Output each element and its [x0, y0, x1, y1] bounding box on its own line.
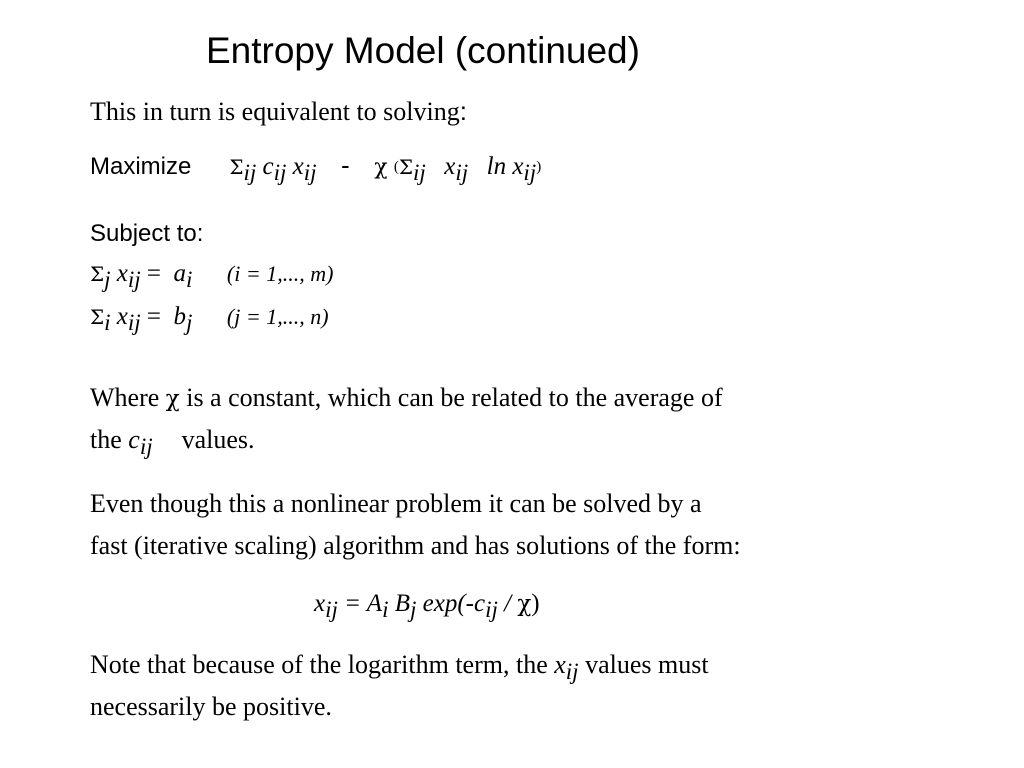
constraint2-rhs-index: j	[186, 310, 193, 335]
x-index: ij	[303, 160, 317, 185]
ln-term: ln x	[486, 153, 524, 180]
inner-sum-index: ij	[412, 160, 426, 185]
solution-x: x	[314, 590, 326, 617]
note-after: values must	[578, 650, 709, 679]
constraint2-sum-index: i	[104, 310, 111, 335]
note-x-var: x	[554, 650, 566, 679]
chi-symbol: χ	[374, 155, 388, 180]
note-x-index: ij	[565, 659, 579, 684]
constraint2-x-index: ij	[127, 310, 141, 335]
constraint1-x-index: ij	[127, 267, 141, 292]
intro-colon: :	[459, 96, 467, 126]
where-line-2	[90, 425, 255, 459]
note-before: Note that because of the logarithm term, the	[90, 650, 555, 679]
solution-exp: exp(-c	[416, 590, 486, 617]
inner-x-index: ij	[455, 160, 469, 185]
where-line-1	[90, 383, 723, 413]
ln-index: ij	[523, 160, 537, 185]
constraint2-x: x	[116, 303, 128, 330]
minus-sign: -	[341, 150, 350, 180]
inner-x-var: x	[444, 153, 456, 180]
even-line-2: fast (iterative scaling) algorithm and has solutions of the form:	[90, 531, 741, 560]
open-paren: (	[393, 159, 399, 175]
where-after: is a constant, which can be related to the average of	[179, 383, 723, 412]
constraint2-sigma: Σ	[90, 305, 105, 329]
constraint2-equals: =	[140, 303, 174, 330]
where-line2-after: values.	[181, 425, 255, 454]
constraint-row-2	[90, 303, 329, 335]
solution-c-index: ij	[485, 597, 498, 622]
intro-text	[90, 96, 467, 127]
close-paren: )	[536, 159, 542, 175]
solution-close-paren: )	[531, 590, 540, 617]
constraint1-sum-index: j	[104, 267, 111, 292]
constraint1-x: x	[116, 260, 128, 287]
constraint1-range: (i = 1,..., m)	[226, 261, 334, 286]
x-var: x	[292, 153, 304, 180]
constraint2-range: (j = 1,..., n)	[226, 304, 329, 329]
where-line2-before: the	[90, 425, 129, 454]
solution-equals-a: = A	[337, 590, 383, 617]
slide-title: Entropy Model (continued)	[206, 30, 640, 71]
where-c-var: c	[128, 425, 140, 454]
solution-b-index: j	[410, 597, 417, 622]
subject-to-label: Subject to:	[90, 220, 204, 247]
inner-sigma-symbol: Σ	[398, 155, 413, 179]
maximize-label: Maximize	[90, 153, 192, 180]
constraint1-rhs: a	[173, 260, 187, 287]
even-line-1: Even though this a nonlinear problem it can be solved by a	[90, 489, 702, 518]
solution-x-index: ij	[325, 597, 338, 622]
solution-a-index: i	[382, 597, 389, 622]
maximize-line	[90, 150, 542, 185]
solution-chi-symbol: χ	[517, 591, 532, 617]
constraint2-rhs: b	[173, 303, 187, 330]
c-var: c	[262, 153, 274, 180]
sigma-symbol: Σ	[229, 155, 244, 179]
objective-expression	[229, 150, 542, 185]
solution-formula	[314, 590, 540, 622]
where-chi-symbol: χ	[165, 386, 180, 412]
constraint1-sigma: Σ	[90, 262, 105, 286]
c-index: ij	[273, 160, 287, 185]
where-c-index: ij	[139, 434, 153, 459]
solution-b: B	[388, 590, 411, 617]
sum-index: ij	[243, 160, 257, 185]
note-line-2: necessarily be positive.	[90, 692, 332, 721]
where-before: Where	[90, 383, 166, 412]
constraint-row-1	[90, 260, 334, 292]
intro-sentence: This in turn is equivalent to solving	[90, 97, 460, 126]
solution-div: /	[497, 590, 518, 617]
note-line-1	[90, 650, 709, 684]
constraint1-equals: =	[140, 260, 174, 287]
constraint1-rhs-index: i	[186, 267, 193, 292]
